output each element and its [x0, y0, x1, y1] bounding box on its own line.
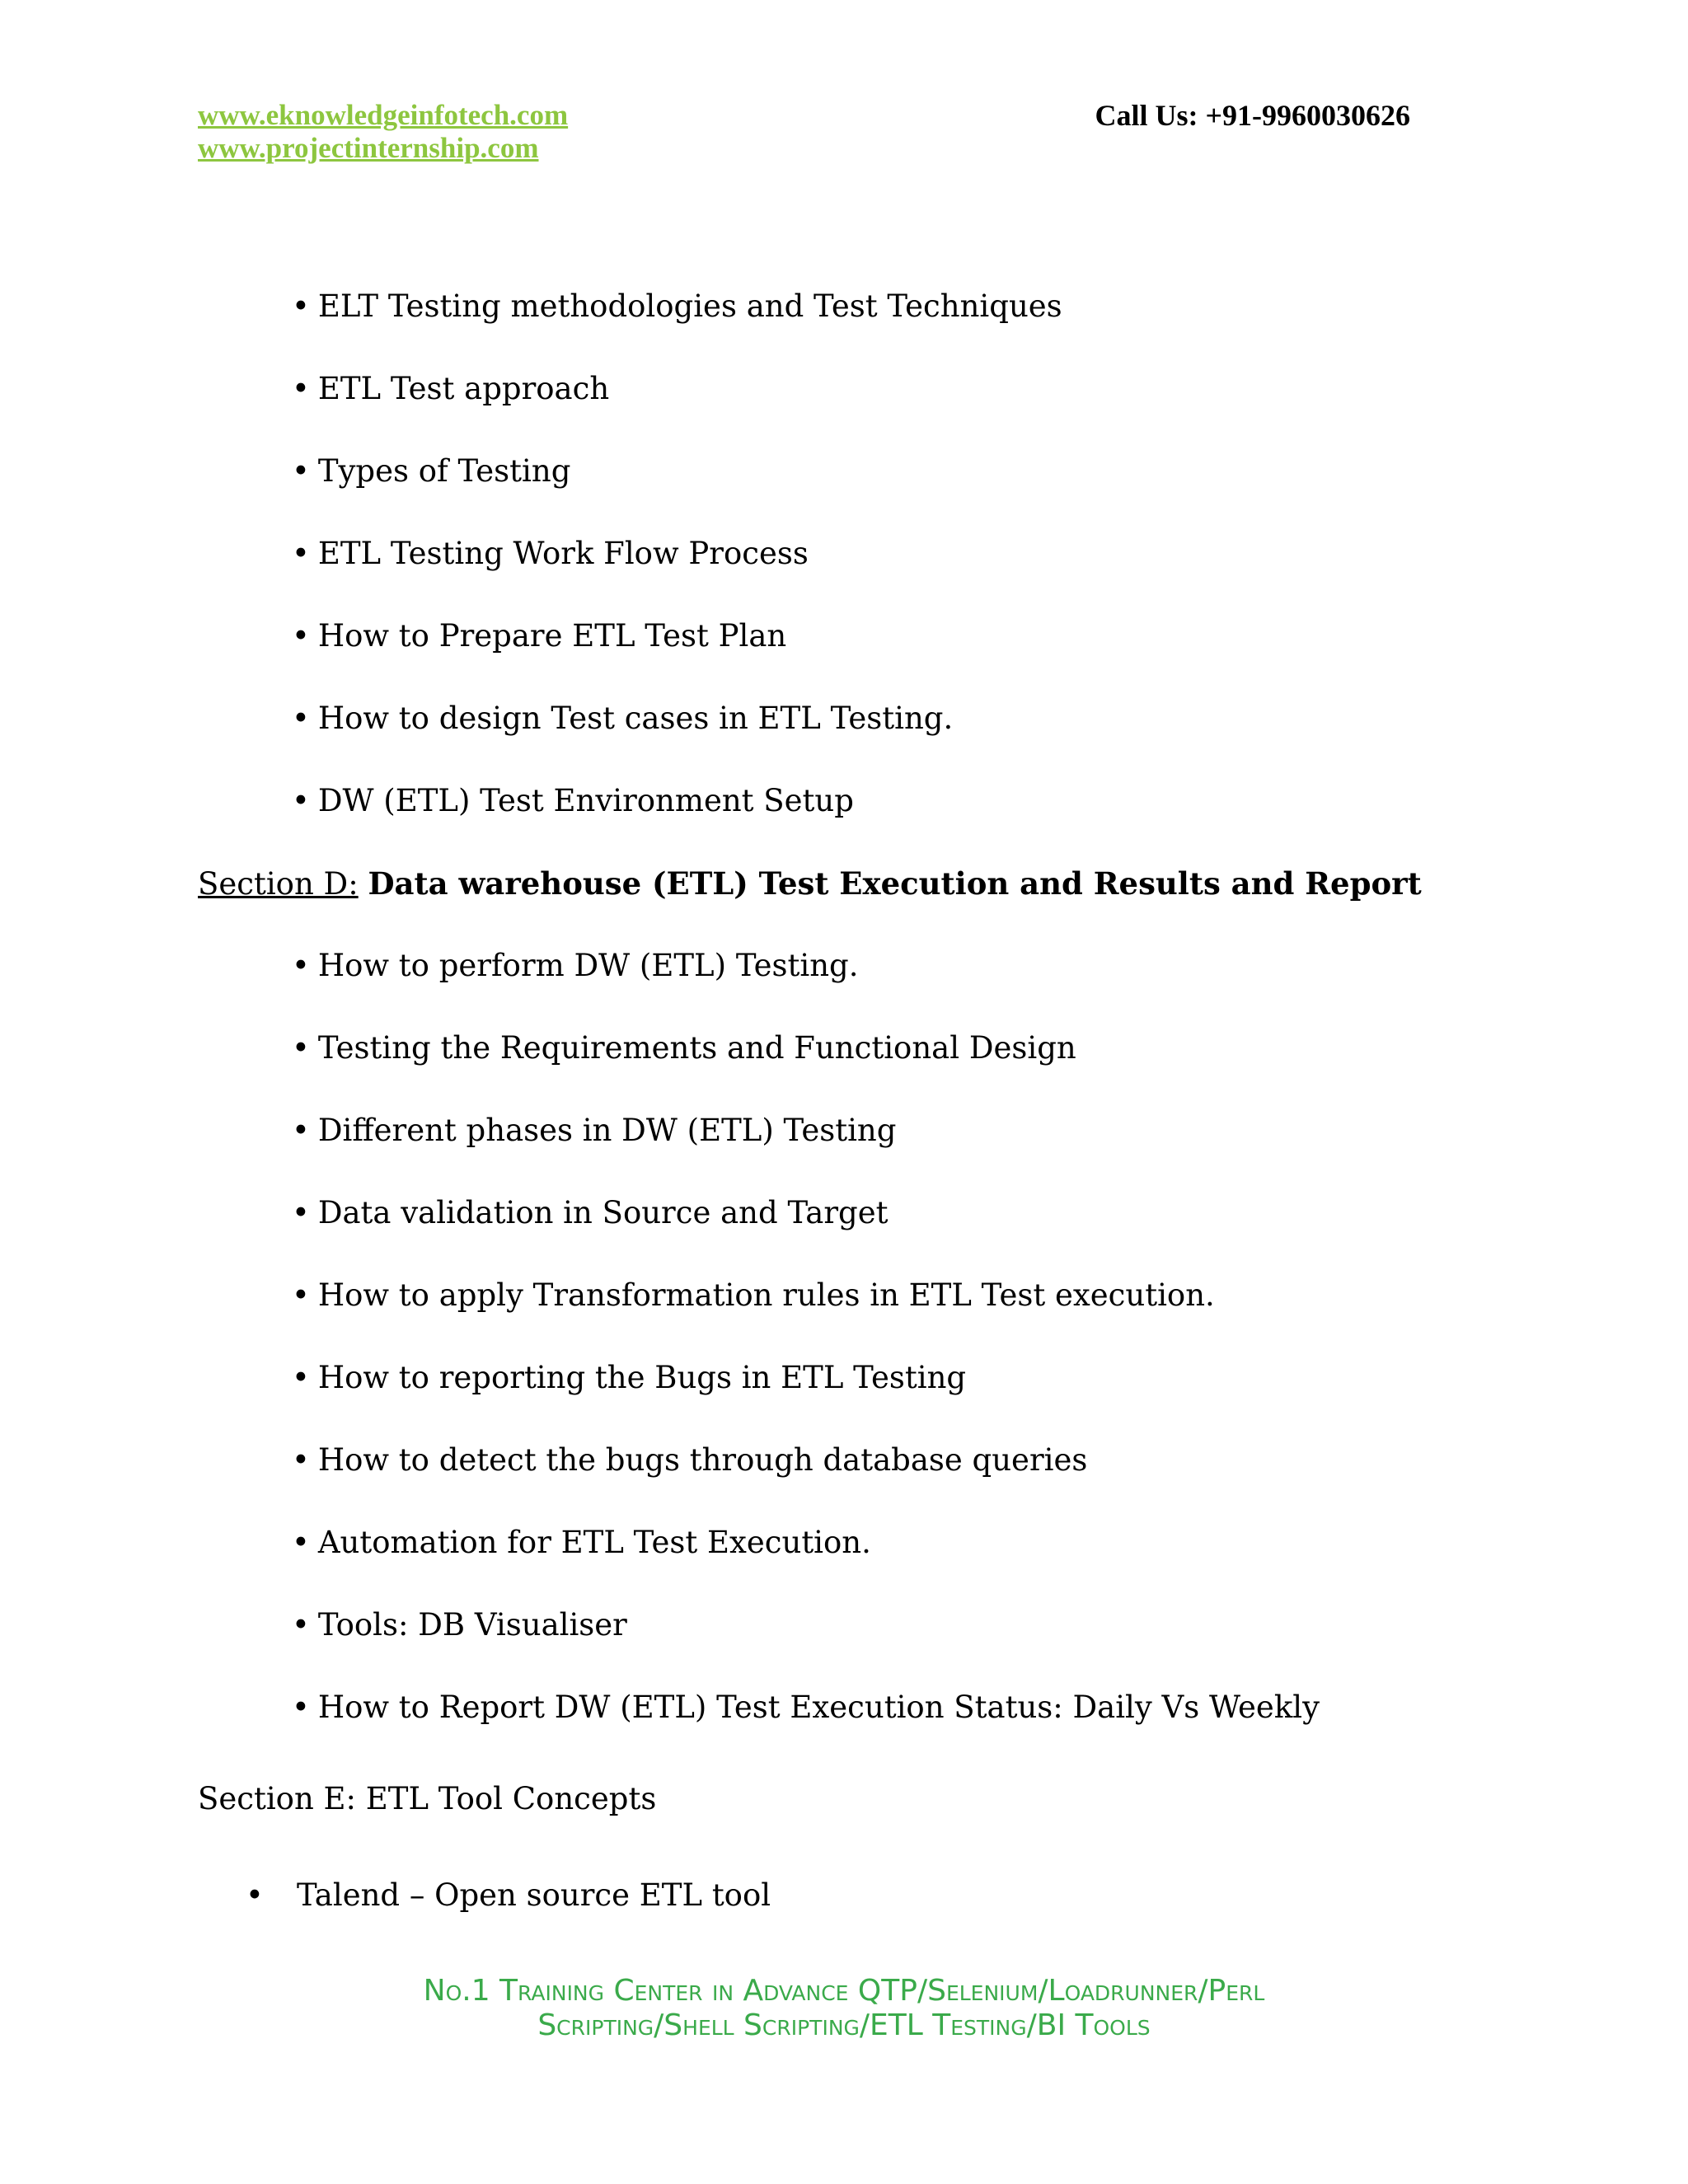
list-item: • How to Prepare ETL Test Plan [292, 618, 787, 654]
bullet-icon: • [292, 618, 310, 654]
footer-line-2: Scripting/Shell Scripting/ETL Testing/BI Tools [537, 2008, 1151, 2042]
list-item: • How to reporting the Bugs in ETL Testing [292, 1360, 967, 1395]
bullet-icon: • [292, 1113, 310, 1148]
bullet-icon: • [292, 1690, 310, 1725]
bullet-icon: • [292, 1277, 310, 1313]
section-d-heading [198, 855, 1422, 913]
list-item: • Testing the Requirements and Functional Design [292, 1030, 1076, 1066]
section-c-list [292, 265, 1062, 842]
bullet-icon: • [292, 1360, 310, 1395]
bullet-icon: • [292, 1525, 310, 1560]
header-links [198, 99, 568, 165]
section-d-list [292, 925, 1320, 1749]
bullet-icon: • [292, 1442, 310, 1478]
bullet-icon: • [292, 1607, 310, 1643]
list-item: • Tools: DB Visualiser [292, 1607, 627, 1643]
list-item: • How to perform DW (ETL) Testing. [292, 948, 859, 983]
bullet-icon: • [292, 371, 310, 406]
bullet-icon: • [292, 701, 310, 736]
list-item: • How to detect the bugs through database queries [292, 1442, 1088, 1478]
bullet-icon: • [292, 948, 310, 983]
list-item: • How to apply Transformation rules in ETL Test execution. [292, 1277, 1215, 1313]
header-phone: Call Us: +91-9960030626 [1095, 99, 1410, 132]
footer-line-1: No.1 Training Center in Advance QTP/Selenium/Loadrunner/Perl [423, 1974, 1265, 2008]
bullet-icon: • [292, 783, 310, 818]
bullet-icon: • [292, 1195, 310, 1230]
list-item: • How to design Test cases in ETL Testing. [292, 701, 954, 736]
header-link-eknowledge[interactable]: www.eknowledgeinfotech.com [198, 99, 569, 131]
list-item: • Types of Testing [292, 453, 571, 489]
bullet-icon: • [246, 1877, 264, 1913]
list-item: • DW (ETL) Test Environment Setup [292, 783, 854, 818]
footer [0, 1974, 1688, 2043]
list-item: • Automation for ETL Test Execution. [292, 1525, 871, 1560]
list-item: • ETL Testing Work Flow Process [292, 536, 809, 571]
bullet-icon: • [292, 1030, 310, 1066]
list-item: • ELT Testing methodologies and Test Techniques [292, 288, 1062, 324]
header-link-projectinternship[interactable]: www.projectinternship.com [198, 132, 539, 164]
section-d-label: Section D: [198, 866, 359, 902]
list-item: • Different phases in DW (ETL) Testing [292, 1113, 897, 1148]
section-e-list-item: • Talend – Open source ETL tool [246, 1867, 771, 1924]
list-item: • Data validation in Source and Target [292, 1195, 889, 1230]
section-d-title: Data warehouse (ETL) Test Execution and Results and Report [368, 865, 1422, 902]
bullet-icon: • [292, 288, 310, 324]
list-item: • How to Report DW (ETL) Test Execution Status: Daily Vs Weekly [292, 1690, 1320, 1725]
bullet-icon: • [292, 536, 310, 571]
section-e-heading: Section E: ETL Tool Concepts [198, 1781, 657, 1816]
bullet-icon: • [292, 453, 310, 489]
list-item: • ETL Test approach [292, 371, 610, 406]
